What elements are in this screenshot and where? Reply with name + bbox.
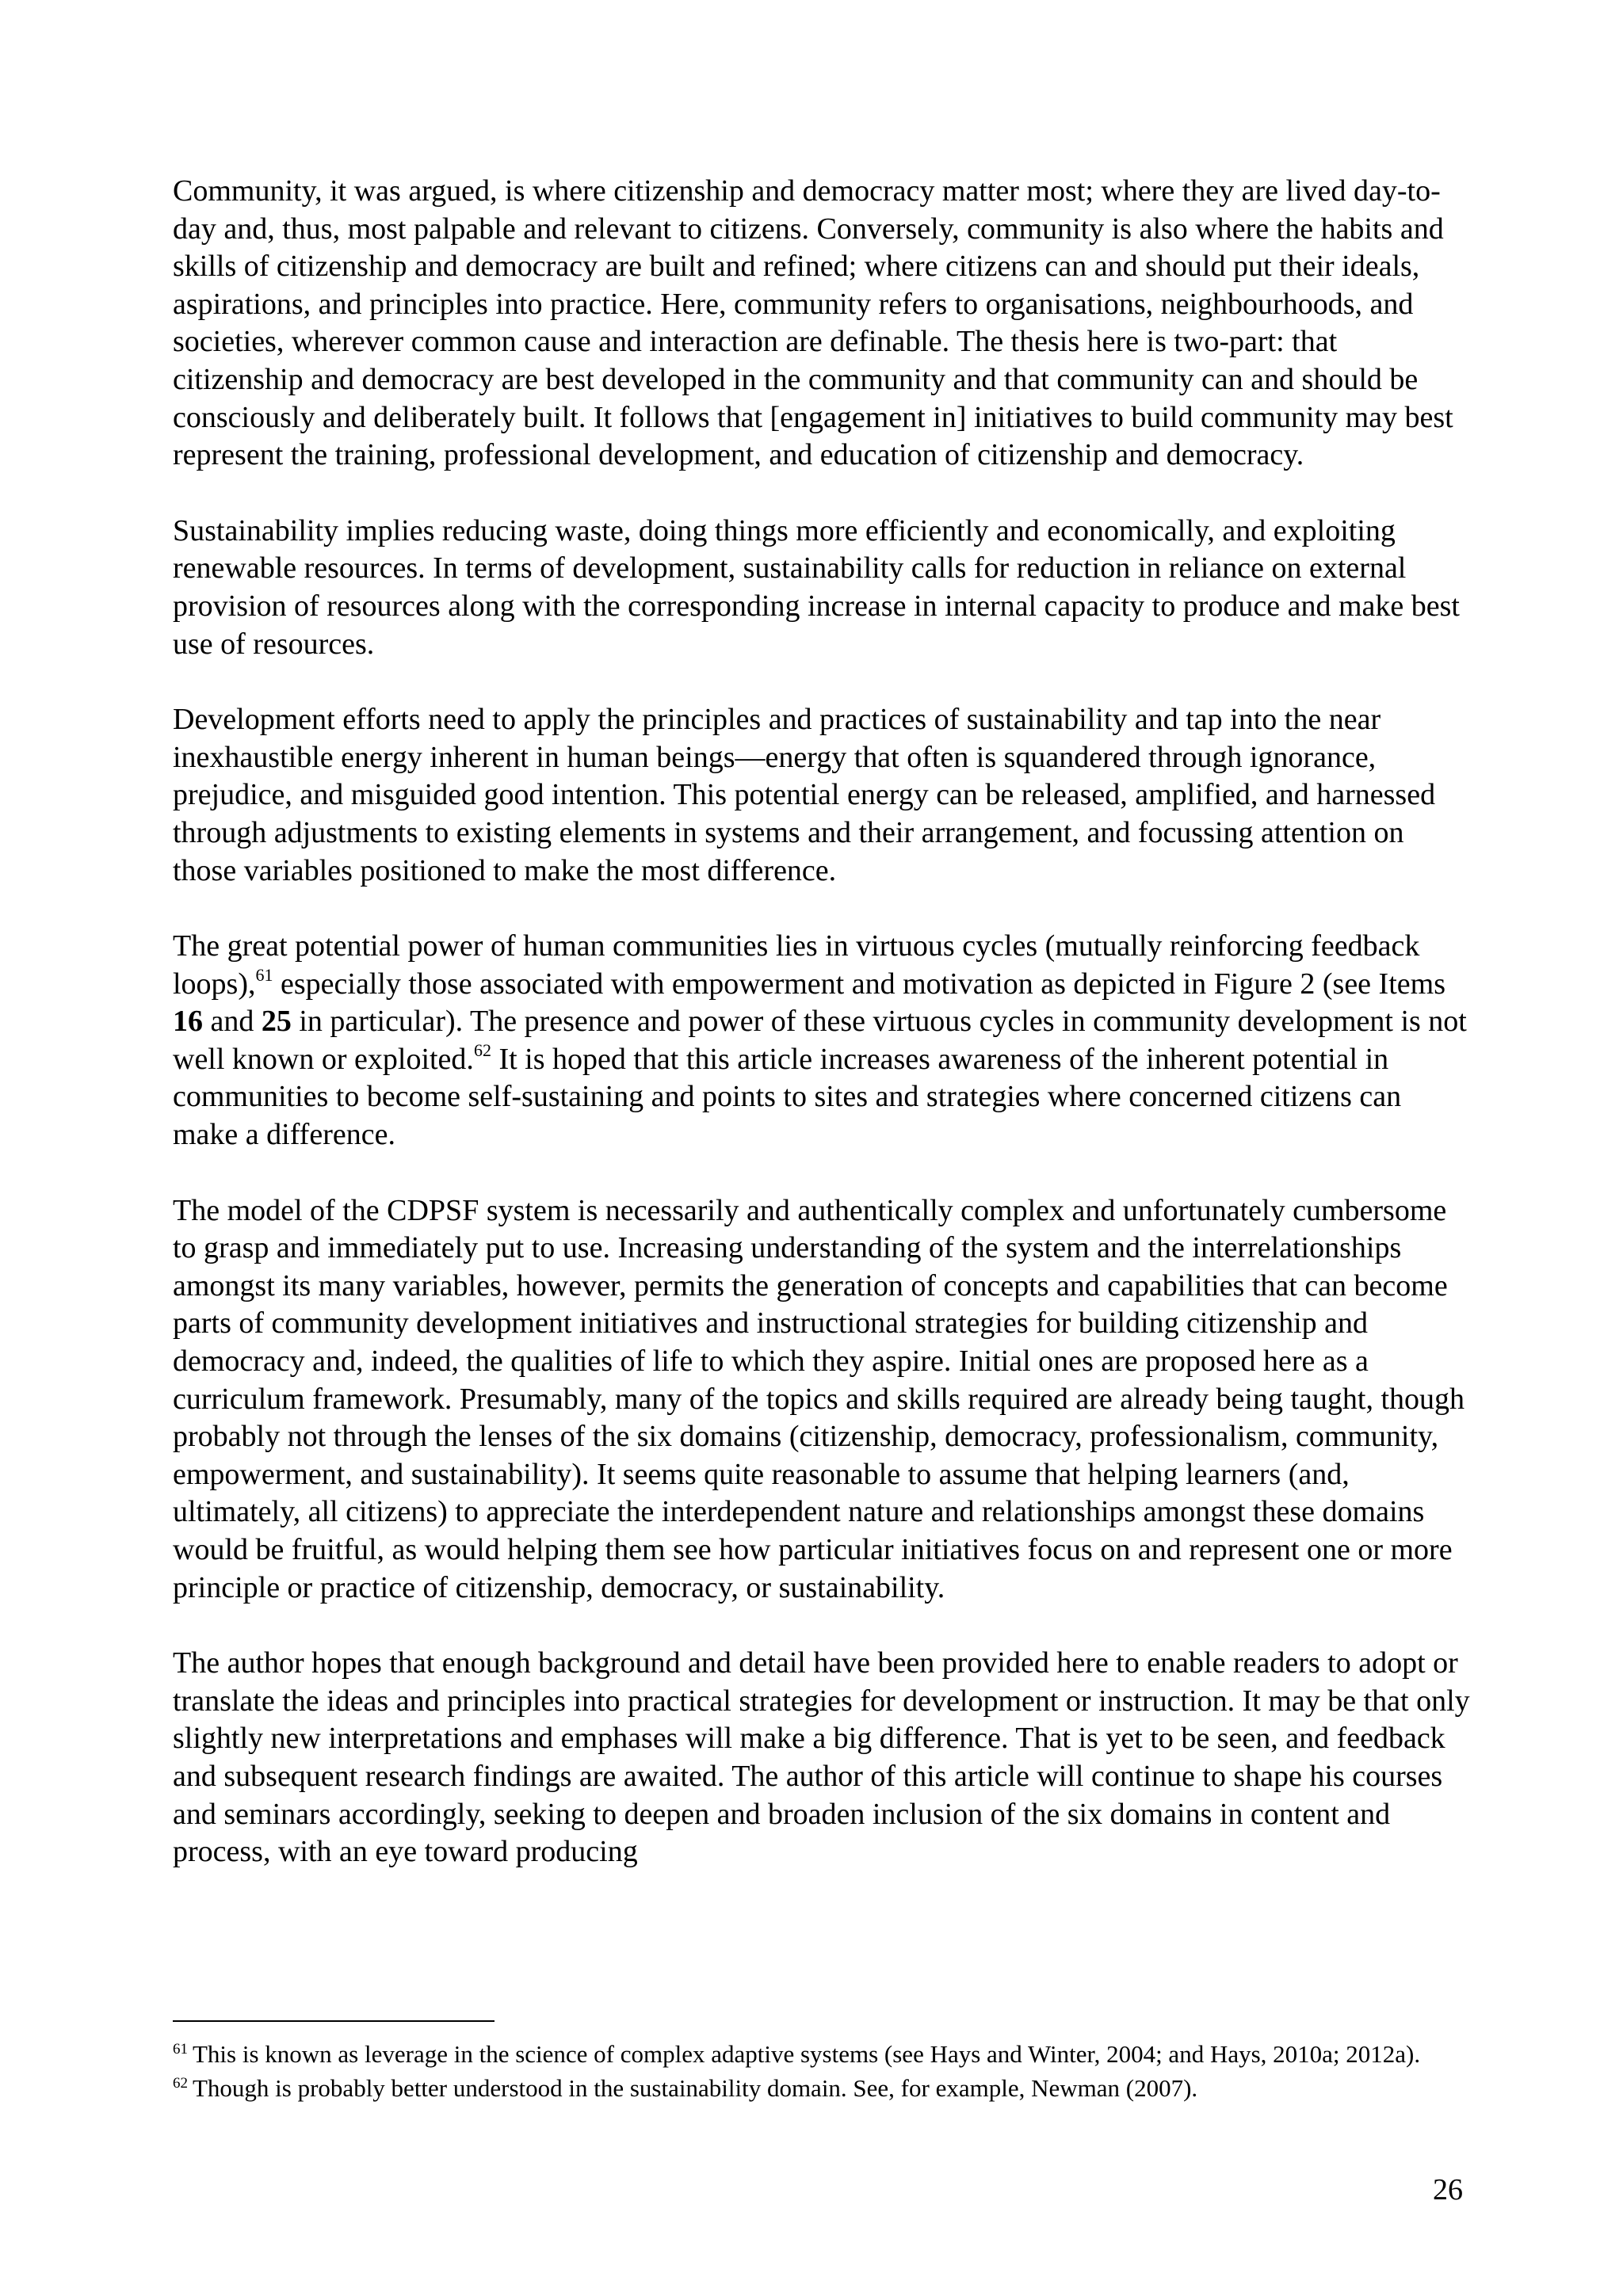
paragraph xyxy=(173,1192,1472,1608)
paragraph xyxy=(173,928,1472,1154)
text-run: in particular). The presence and power of these virtuous cycles in community development is not well known or exploited. xyxy=(173,1005,1467,1076)
paragraph xyxy=(173,1645,1472,1871)
paragraph xyxy=(173,173,1472,475)
footnote xyxy=(173,2039,1472,2069)
text-run: The author hopes that enough background and detail have been provided here to enable readers to adopt or translate the ideas and principles into practical strategies for development or instruction. It may be that only slightly new interpretations and emphases will make a big difference. That is yet to be seen, and feedback and subsequent research findings are awaited. The author of this article will continue to shape his courses and seminars accordingly, seeking to deepen and broaden inclusion of the six domains in content and process, with an eye toward producing xyxy=(173,1646,1470,1869)
footnote-text: Though is probably better understood in the sustainability domain. See, for example, Newman (2007). xyxy=(193,2074,1198,2102)
page-body xyxy=(173,173,1472,1909)
paragraph xyxy=(173,513,1472,663)
bold-text: 25 xyxy=(261,1005,292,1039)
footnote-separator xyxy=(173,2020,495,2022)
bold-text: 16 xyxy=(173,1005,203,1039)
text-run: The model of the CDPSF system is necessarily and authentically complex and unfortunately cumbersome to grasp and immediately put to use. Increasing understanding of the system and the interrelationships amongst its many variables, however, permits the generation of concepts and capabilities that can become parts of community development initiatives and instructional strategies for building citizenship and democracy and, indeed, the qualities of life to which they aspire. Initial ones are proposed here as a curriculum framework. Presumably, many of the topics and skills required are already being taught, though probably not through the lenses of the six domains (citizenship, democracy, professionalism, community, empowerment, and sustainability). It seems quite reasonable to assume that helping learners (and, ultimately, all citizens) to appreciate the interdependent nature and relationships amongst these domains would be fruitful, as would helping them see how particular initiatives focus on and represent one or more principle or practice of citizenship, democracy, or sustainability. xyxy=(173,1193,1465,1604)
text-run: Community, it was argued, is where citizenship and democracy matter most; where they are lived day-to-day and, thus, most palpable and relevant to citizens. Conversely, community is also where the habits and skills of citizenship and democracy are built and refined; where citizens can and should put their ideals, aspirations, and principles into practice. Here, community refers to organisations, neighbourhoods, and societies, wherever common cause and interaction are definable. The thesis here is two-part: that citizenship and democracy are best developed in the community and that community can and should be consciously and deliberately built. It follows that [engagement in] initiatives to build community may best represent the training, professional development, and education of citizenship and democracy. xyxy=(173,174,1453,472)
footnote xyxy=(173,2073,1472,2103)
text-run: Sustainability implies reducing waste, doing things more efficiently and economically, and exploiting renewable resources. In terms of development, sustainability calls for reduction in reliance on external provision of resources along with the corresponding increase in internal capacity to produce and make best use of resources. xyxy=(173,513,1460,661)
footnote-number: 62 xyxy=(173,2074,188,2092)
text-run: and xyxy=(203,1005,262,1039)
page-number: 26 xyxy=(1433,2173,1463,2206)
footnote-number: 61 xyxy=(173,2040,188,2058)
footnote-text: This is known as leverage in the science of complex adaptive systems (see Hays and Winter, 2004; and Hays, 2010a; 2012a). xyxy=(193,2040,1421,2068)
paragraph xyxy=(173,701,1472,890)
text-run: The great potential power of human communities lies in virtuous cycles (mutually reinforcing feedback loops), xyxy=(173,929,1420,1001)
footnotes xyxy=(173,2039,1472,2107)
text-run: especially those associated with empowerment and motivation as depicted in Figure 2 (see Items xyxy=(273,967,1445,1001)
footnote-reference: 62 xyxy=(473,1040,491,1061)
text-run: Development efforts need to apply the principles and practices of sustainability and tap into the near inexhaustible energy inherent in human beings—energy that often is squandered through ignorance, prejudice, and misguided good intention. This potential energy can be released, amplified, and harnessed through adjustments to existing elements in systems and their arrangement, and focussing attention on those variables positioned to make the most difference. xyxy=(173,703,1436,887)
text-run: It is hoped that this article increases awareness of the inherent potential in communities to become self-sustaining and points to sites and strategies where concerned citizens can make a difference. xyxy=(173,1042,1402,1152)
footnote-reference: 61 xyxy=(255,965,273,986)
